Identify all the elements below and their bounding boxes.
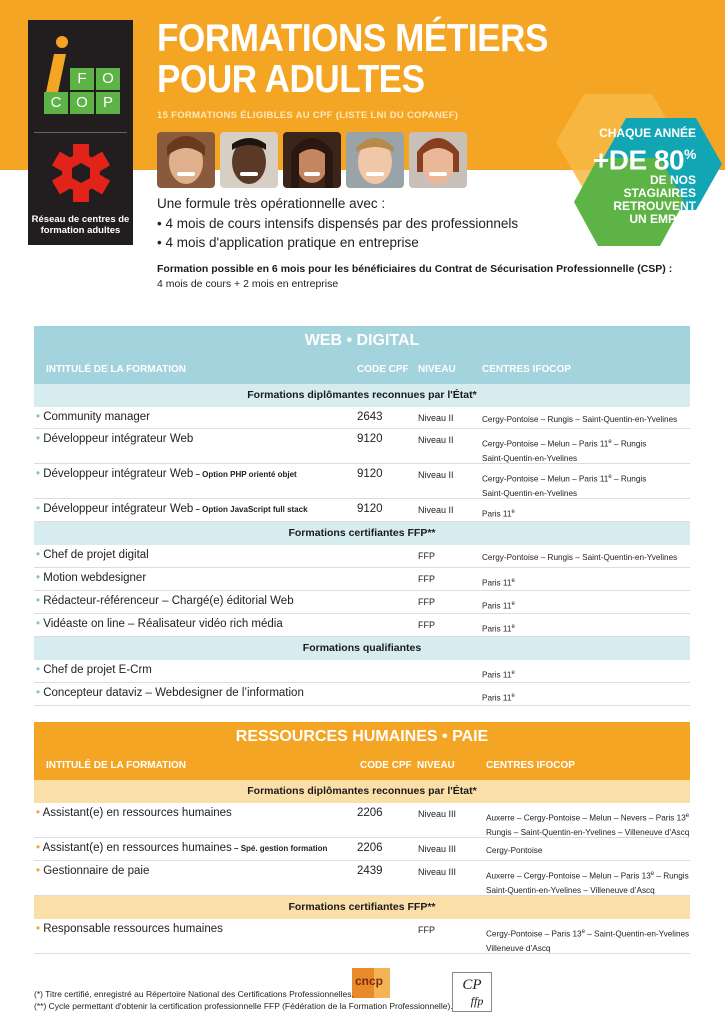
network-gear-icon — [50, 142, 112, 204]
course-title: Community manager — [43, 411, 150, 423]
column-header-level: NIVEAU — [418, 364, 456, 375]
divider — [34, 132, 127, 133]
column-header-name: INTITULÉ DE LA FORMATION — [46, 364, 186, 375]
promo-line: DE NOS — [649, 173, 696, 188]
promo-line: UN EMPLOI — [629, 212, 696, 227]
course-title: Développeur intégrateur Web — [43, 503, 194, 515]
logo-letter: O — [96, 68, 120, 90]
promo-line: RETROUVENT — [613, 199, 696, 214]
centers-text: Auxerre – Cergy-Pontoise – Melun – Paris 13 — [486, 871, 651, 881]
cpf-code: 2643 — [357, 411, 383, 423]
course-name: • Chef de projet digital — [36, 549, 149, 561]
portrait-strip — [157, 132, 469, 188]
cp-logo-text: CP — [462, 977, 482, 993]
centers-text: Cergy-Pontoise – Melun – Paris 11 — [482, 439, 609, 449]
promo-pct: % — [684, 146, 696, 162]
centers-text: – Saint-Quentin-en-Yvelines — [584, 929, 690, 939]
course-title: Rédacteur-référenceur – Chargé(e) éditorial Web — [43, 595, 294, 607]
title-line: FORMATIONS MÉTIERS — [157, 17, 548, 60]
course-title: Assistant(e) en ressources humaines — [42, 842, 232, 854]
footnotes — [34, 988, 453, 1012]
promo-line: CHAQUE ANNÉE — [599, 126, 696, 140]
promo-text — [570, 127, 696, 226]
table-row — [34, 568, 690, 591]
subtitle: 15 FORMATIONS ÉLIGIBLES AU CPF (LISTE LNI DU COPANEF) — [157, 110, 459, 121]
centers — [482, 574, 692, 591]
course-title: Développeur intégrateur Web — [43, 433, 194, 445]
csp-note — [157, 262, 672, 292]
ordinal: e — [608, 474, 612, 480]
course-name: • Chef de projet E-Crm — [36, 664, 152, 676]
course-title: Concepteur dataviz – Webdesigner de l’information — [43, 687, 304, 699]
centers-text: Cergy-Pontoise – Melun – Paris 11 — [482, 474, 609, 484]
table-row — [34, 838, 690, 861]
ordinal: e — [608, 439, 612, 445]
logo-tagline: Réseau de centres de formation adultes — [31, 214, 130, 236]
ordinal: e — [650, 871, 655, 877]
table-row — [34, 499, 690, 522]
section-header — [34, 722, 690, 780]
page-title — [157, 18, 548, 100]
column-header-centers: CENTRES IFOCOP — [486, 760, 575, 771]
level: Niveau III — [418, 809, 457, 819]
cncp-logo-text: cncp — [355, 974, 384, 988]
section-title: RESSOURCES HUMAINES • PAIE — [235, 728, 489, 745]
table-row — [34, 660, 690, 683]
logo-letter: C — [44, 92, 68, 114]
ordinal: e — [511, 578, 515, 584]
logo-letter: O — [70, 92, 94, 114]
table-row — [34, 464, 690, 499]
column-header-code: CODE CPF — [357, 364, 409, 375]
course-title: Gestionnaire de paie — [43, 865, 150, 877]
column-header-level: NIVEAU — [417, 760, 455, 771]
table-row — [34, 545, 690, 568]
level: Niveau II — [418, 413, 454, 423]
course-name: • Community manager — [36, 411, 150, 423]
course-option: – Option PHP orienté objet — [193, 470, 297, 479]
ffp-logo-text: ffp — [470, 994, 484, 1008]
course-title: Chef de projet digital — [43, 549, 149, 561]
ordinal: e — [511, 509, 515, 515]
cpf-code: 9120 — [357, 433, 383, 445]
course-name: • Assistant(e) en ressources humaines – Spé. gestion formation — [36, 842, 328, 854]
course-title: Chef de projet E-Crm — [43, 664, 152, 676]
course-name: • Développeur intégrateur Web – Option JavaScript full stack — [36, 503, 308, 515]
centers-text: Paris 11 — [482, 693, 512, 703]
portrait-photo — [157, 132, 215, 188]
centers-text: Saint-Quentin-en-Yvelines — [482, 488, 578, 498]
course-name: • Développeur intégrateur Web – Option PHP orienté objet — [36, 468, 297, 480]
centers — [486, 925, 696, 956]
course-name: • Vidéaste on line – Réalisateur vidéo rich média — [36, 618, 283, 630]
subsection-header: Formations certifiantes FFP** — [34, 896, 690, 919]
level: Niveau II — [418, 505, 454, 515]
table-row — [34, 683, 690, 706]
section-header — [34, 326, 690, 384]
subsection-header: Formations certifiantes FFP** — [34, 522, 690, 545]
centers — [482, 689, 692, 706]
course-title: Responsable ressources humaines — [43, 923, 223, 935]
centers — [482, 505, 692, 522]
centers — [482, 470, 692, 501]
ordinal: e — [581, 929, 585, 935]
course-name: • Concepteur dataviz – Webdesigner de l’information — [36, 687, 304, 699]
subsection-header: Formations diplômantes reconnues par l'État* — [34, 780, 690, 803]
cpf-code: 2206 — [357, 807, 383, 819]
centers — [486, 809, 696, 840]
table-row — [34, 614, 690, 637]
subsection-header: Formations diplômantes reconnues par l'État* — [34, 384, 690, 407]
ordinal: e — [685, 813, 690, 819]
portrait-photo — [409, 132, 467, 188]
centers — [482, 597, 692, 614]
level: Niveau II — [418, 435, 454, 445]
centers-text: Saint-Quentin-en-Yvelines — [482, 453, 578, 463]
centers-text: Paris 11 — [482, 624, 512, 634]
course-title: Vidéaste on line – Réalisateur vidéo rich média — [43, 618, 283, 630]
course-name: • Responsable ressources humaines — [36, 923, 223, 935]
centers-text: Auxerre – Cergy-Pontoise – Melun – Nevers – Paris 13 — [486, 813, 686, 823]
portrait-photo — [283, 132, 341, 188]
title-line: POUR ADULTES — [157, 58, 425, 101]
footnote: (*) Titre certifié, enregistré au Répertoire National des Certifications Professionnelles. — [34, 989, 354, 999]
centers-text: Paris 11 — [482, 578, 512, 588]
level: Niveau III — [418, 867, 457, 877]
ordinal: e — [511, 693, 515, 699]
table-row — [34, 803, 690, 838]
level: Niveau III — [418, 844, 457, 854]
cpf-code: 2439 — [357, 865, 383, 877]
ordinal: e — [511, 670, 515, 676]
centers — [486, 867, 696, 898]
footnote: (**) Cycle permettant d'obtenir la certification professionnelle FFP (Fédération de la Formation Professionnelle). — [34, 1001, 453, 1011]
centers-text: Cergy-Pontoise – Paris 13 — [486, 929, 582, 939]
table-row — [34, 429, 690, 464]
table-row — [34, 919, 690, 954]
course-option: – Spé. gestion formation — [231, 844, 328, 853]
table-row — [34, 861, 690, 896]
promo-figure — [570, 140, 696, 174]
centers: Cergy-Pontoise – Rungis – Saint-Quentin-en-Yvelines — [482, 415, 678, 424]
course-name: • Assistant(e) en ressources humaines — [36, 807, 232, 819]
intro-block — [157, 194, 518, 253]
course-name: • Développeur intégrateur Web — [36, 433, 194, 445]
logo-letter-grid — [50, 68, 120, 114]
course-name: • Rédacteur-référenceur – Chargé(e) éditorial Web — [36, 595, 294, 607]
section-web-digital — [34, 326, 690, 706]
level: FFP — [418, 620, 435, 630]
section-title: WEB • DIGITAL — [304, 332, 420, 349]
cpf-code: 9120 — [357, 503, 383, 515]
ordinal: e — [511, 624, 515, 630]
centers-text: Villeneuve d’Ascq — [486, 943, 551, 953]
level: FFP — [418, 597, 435, 607]
centers: Cergy-Pontoise – Rungis – Saint-Quentin-en-Yvelines — [482, 553, 678, 562]
csp-bold: Formation possible en 6 mois pour les bénéficiaires du Contrat de Sécurisation Professionnelle (CSP) : — [157, 263, 673, 275]
ifocop-logo — [28, 20, 133, 245]
table-row — [34, 591, 690, 614]
cpf-code: 9120 — [357, 468, 383, 480]
level: FFP — [418, 551, 435, 561]
centers — [482, 435, 692, 466]
csp-text: 4 mois de cours + 2 mois en entreprise — [157, 278, 339, 290]
column-header-code: CODE CPF — [360, 760, 412, 771]
centers — [482, 666, 692, 683]
centers-text: – Rungis — [654, 871, 689, 881]
course-name: • Gestionnaire de paie — [36, 865, 150, 877]
intro-bullet: • 4 mois de cours intensifs dispensés par des professionnels — [157, 215, 519, 231]
centers-text: Saint-Quentin-en-Yvelines – Villeneuve d’Ascq — [486, 885, 655, 895]
level: FFP — [418, 574, 435, 584]
section-rh-paie — [34, 722, 690, 954]
level: Niveau II — [418, 470, 454, 480]
portrait-photo — [220, 132, 278, 188]
course-name: • Motion webdesigner — [36, 572, 147, 584]
promo-big: +DE 80 — [592, 144, 685, 176]
column-header-centers: CENTRES IFOCOP — [482, 364, 571, 375]
centers: Cergy-Pontoise — [486, 846, 543, 855]
centers-text: – Rungis — [611, 439, 647, 449]
ordinal: e — [511, 601, 515, 607]
table-row — [34, 407, 690, 429]
centers-text: Paris 11 — [482, 601, 512, 611]
intro-lead: Une formule très opérationnelle avec : — [157, 196, 386, 211]
logo-letter: P — [96, 92, 120, 114]
promo-line: STAGIAIRES — [623, 186, 696, 201]
subsection-header: Formations qualifiantes — [34, 637, 690, 660]
logo-letter: F — [70, 68, 94, 90]
portrait-photo — [346, 132, 404, 188]
centers-text: Rungis – Saint-Quentin-en-Yvelines – Villeneuve d’Ascq — [486, 827, 690, 837]
course-title: Développeur intégrateur Web — [43, 468, 194, 480]
intro-bullet: • 4 mois d'application pratique en entreprise — [157, 235, 419, 250]
centers-text: – Rungis — [611, 474, 647, 484]
centers — [482, 620, 692, 637]
level: FFP — [418, 925, 435, 935]
course-option: – Option JavaScript full stack — [193, 505, 308, 514]
cp-ffp-logo — [452, 972, 492, 1012]
course-title: Motion webdesigner — [43, 572, 147, 584]
course-title: Assistant(e) en ressources humaines — [42, 807, 232, 819]
centers-text: Paris 11 — [482, 509, 512, 519]
centers-text: Paris 11 — [482, 670, 512, 680]
cpf-code: 2206 — [357, 842, 383, 854]
column-header-name: INTITULÉ DE LA FORMATION — [46, 760, 186, 771]
